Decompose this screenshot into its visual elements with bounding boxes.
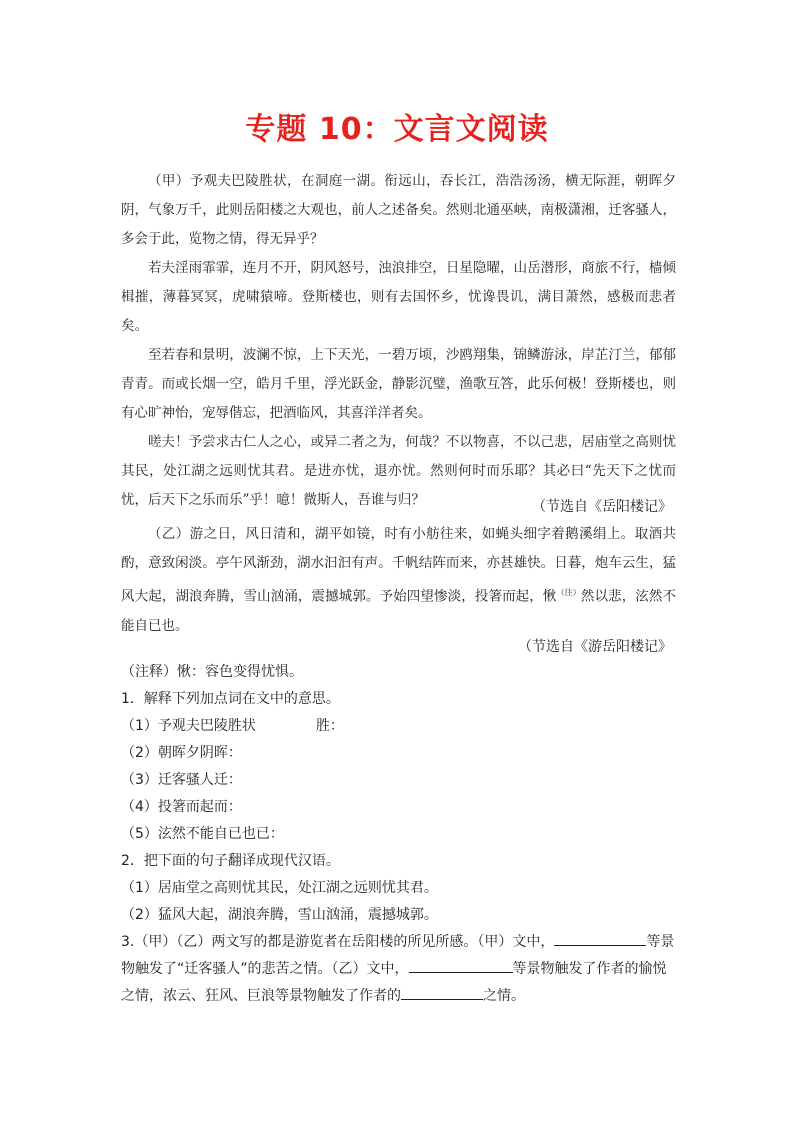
annotation-note: （注释）愀：容色变得忧惧。	[121, 664, 303, 680]
passage-yi-paragraph	[121, 520, 676, 641]
passage-jia-paragraph-1: （甲）予观夫巴陵胜状，在洞庭一湖。衔远山，吞长江，浩浩汤汤，横无际涯，朝晖夕阴，气象万千，此则岳阳楼之大观也，前人之述备矣。然则北通巫峡，南极潇湘，迁客骚人，多会于此，览物之情，得无异乎？	[121, 173, 676, 247]
passage-yi-text-a: （乙）游之日，风日清和，湖平如镜，时有小舫往来，如蝇头细字着鹅溪绢上。取酒共酌，意致闲淡。亭午风渐劲，湖水汩汩有声。千帆结阵而来，亦甚雄快。日暮，炮车云生，猛风大起，湖浪奔腾，雪山汹涌，震撼城郭。予始四望惨淡，投箸而起，愀	[121, 526, 676, 605]
passage-jia-source: （节选自《岳阳楼记》	[532, 499, 672, 515]
passage-jia-paragraph-3: 至若春和景明，波澜不惊，上下天光，一碧万顷，沙鸥翔集，锦鳞游泳，岸芷汀兰，郁郁青青。而或长烟一空，皓月千里，浮光跃金，静影沉璧，渔歌互答，此乐何极！登斯楼也，则有心旷神怡，宠辱偕忘，把酒临风，其喜洋洋者矣。	[121, 347, 676, 421]
answer-blank-3[interactable]	[401, 985, 483, 1000]
question-2-item-1: （1）居庙堂之高则忧其民，处江湖之远则忧其君。	[121, 880, 438, 896]
question-1: 1．解释下列加点词在文中的意思。	[121, 691, 340, 707]
question-2-item-2: （2）猛风大起，湖浪奔腾，雪山汹涌，震撼城郭。	[121, 907, 438, 923]
page-title: 专题 10：文言文阅读	[245, 112, 549, 147]
question-1-item-1: （1）予观夫巴陵胜状 胜：	[121, 718, 344, 734]
passage-jia	[121, 167, 676, 515]
question-3-line-2: 物触发了“迁客骚人”的悲苦之情。（乙）文中， 等景物触发了作者的愉悦	[121, 956, 676, 983]
questions-section	[121, 659, 676, 1010]
question-2: 2．把下面的句子翻译成现代汉语。	[121, 853, 340, 869]
passage-yi-source: （节选自《游岳阳楼记》	[518, 639, 672, 655]
answer-blank-2[interactable]	[409, 958, 513, 973]
passage-jia-paragraph-4: 嗟夫！予尝求古仁人之心，或异二者之为，何哉？不以物喜，不以己悲，居庙堂之高则忧其民，处江湖之远则忧其君。是进亦忧，退亦忧。然则何时而乐耶？其必曰“先天下之忧而忧，后天下之乐而乐”乎！噫！微斯人，吾谁与归？	[121, 434, 676, 508]
question-1-item-2: （2）朝晖夕阴晖：	[121, 745, 242, 761]
note-marker: （注）	[556, 588, 581, 597]
question-3-line-1: 3.（甲）（乙）两文写的都是游览者在岳阳楼的所见所感。（甲）文中， 等景	[121, 929, 676, 956]
question-1-item-3: （3）迁客骚人迁：	[121, 772, 242, 788]
answer-blank-1[interactable]	[554, 931, 646, 946]
passage-yi-text-b: 然以悲，泫然不能自已也。	[121, 588, 677, 634]
question-1-item-4: （4）投箸而起而：	[121, 799, 242, 815]
passage-yi	[121, 520, 676, 641]
passage-jia-paragraph-2: 若夫淫雨霏霏，连月不开，阴风怒号，浊浪排空，日星隐曜，山岳潜形，商旅不行，樯倾楫摧，薄暮冥冥，虎啸猿啼。登斯楼也，则有去国怀乡，忧谗畏讥，满目萧然，感极而悲者矣。	[121, 260, 676, 334]
question-3-line-3: 之情，浓云、狂风、巨浪等景物触发了作者的 之情。	[121, 983, 676, 1010]
question-1-item-5: （5）泫然不能自已也已：	[121, 826, 284, 842]
